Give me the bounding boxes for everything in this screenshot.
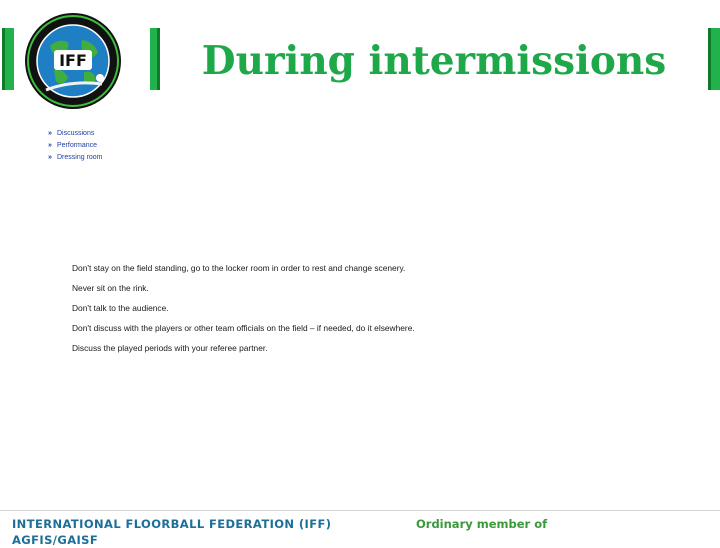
guidelines-text — [72, 258, 692, 358]
accent-bar-right — [708, 28, 720, 90]
footer-membership: Ordinary member of — [416, 517, 548, 531]
logo-abbr: IFF — [59, 51, 87, 70]
chevron-right-icon: » — [48, 130, 52, 137]
guideline-line: Don't discuss with the players or other team officials on the field – if needed, do it elsewhere. — [72, 323, 415, 333]
guideline-line: Never sit on the rink. — [72, 283, 149, 293]
footer-organization: INTERNATIONAL FLOORBALL FEDERATION (IFF) AGFIS/GAISF — [12, 517, 332, 547]
accent-bar-middle — [150, 28, 160, 90]
iff-logo-emblem — [24, 12, 122, 110]
list-item — [48, 140, 103, 152]
list-item-label: Dressing room — [57, 154, 103, 161]
guideline-line: Don't stay on the field standing, go to the locker room in order to rest and change scenery. — [72, 263, 406, 273]
guideline-line: Discuss the played periods with your referee partner. — [72, 343, 268, 353]
accent-bar-left — [2, 28, 14, 90]
list-item — [48, 128, 103, 140]
list-item-label: Discussions — [57, 130, 95, 137]
chevron-right-icon: » — [48, 154, 52, 161]
guideline-line: Don't talk to the audience. — [72, 303, 169, 313]
iff-logo — [24, 12, 122, 110]
topic-list — [48, 128, 103, 164]
chevron-right-icon: » — [48, 142, 52, 149]
footer-divider — [0, 510, 720, 511]
slide-title: During intermissions — [201, 38, 667, 84]
list-item — [48, 152, 103, 164]
list-item-label: Performance — [57, 142, 98, 149]
